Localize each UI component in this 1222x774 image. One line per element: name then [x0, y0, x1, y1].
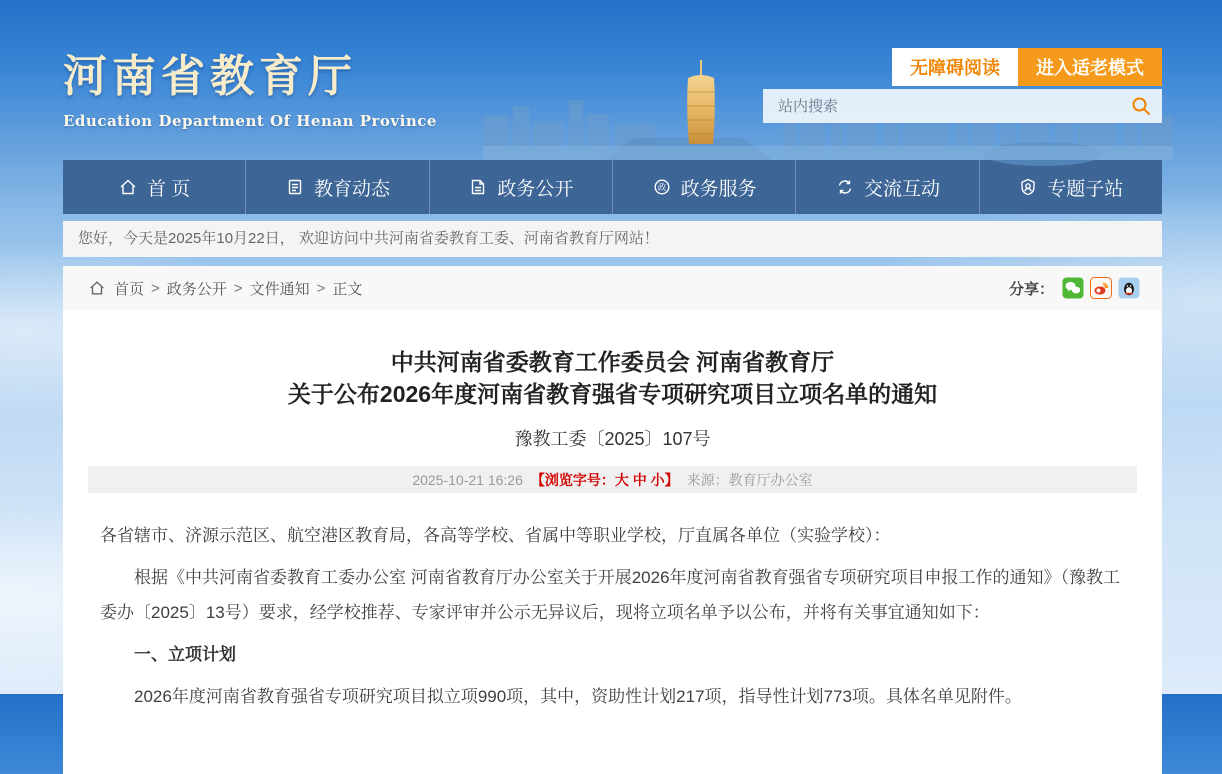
nav-item-label: 教育动态: [313, 178, 390, 200]
nav-item-label: 政务服务: [680, 178, 757, 200]
article-title-line1: 中共河南省委教育工作委员会 河南省教育厅: [390, 349, 835, 375]
welcome-notice: 您好，今天是2025年10月22日， 欢迎访问中共河南省委教育工委、河南省教育厅网站！: [63, 221, 1162, 257]
search-icon: [1130, 95, 1152, 117]
breadcrumb: [63, 266, 1162, 310]
breadcrumb-separator: >: [316, 279, 326, 297]
article-meta-bar: [88, 466, 1137, 493]
article-title-line2: 关于公布2026年度河南省教育强省专项研究项目立项名单的通知: [287, 381, 938, 407]
document-number: 豫教工委〔2025〕107号: [514, 429, 711, 449]
nav-item-home[interactable]: [63, 160, 245, 214]
service-icon: [652, 177, 672, 197]
site-search-bar: [763, 89, 1162, 123]
header-buttons: [892, 48, 1162, 86]
nav-item-education-news[interactable]: [245, 160, 428, 214]
breadcrumb-item-gov-disclosure[interactable]: 政务公开: [166, 280, 227, 298]
article-paragraph: 根据《中共河南省委教育工委办公室 河南省教育厅办公室关于开展2026年度河南省教育强省专项研究项目申报工作的通知》（豫教工委办〔2025〕13号）要求，经学校推荐、专家评审并公示无异议后，现将立项名单予以公布，并将有关事宜通知如下：: [100, 568, 1121, 622]
home-icon: [88, 279, 106, 297]
nav-item-gov-services[interactable]: [612, 160, 795, 214]
page-column: [63, 0, 1162, 774]
share-bar: [1009, 277, 1140, 299]
search-input[interactable]: [778, 98, 1130, 115]
nav-item-interaction[interactable]: [795, 160, 978, 214]
breadcrumb-item-home[interactable]: 首页: [114, 280, 145, 298]
article: [63, 310, 1162, 774]
article-body: [63, 493, 1162, 714]
article-source: 来源：教育厅办公室: [686, 471, 813, 488]
site-subtitle: Education Department Of Henan Province: [63, 112, 437, 130]
font-size-control[interactable]: 【浏览字号：大 中 小】: [530, 471, 679, 488]
share-label: 分享：: [1008, 280, 1054, 298]
elder-mode-button[interactable]: 进入适老模式: [1018, 48, 1162, 86]
nav-item-label: 专题子站: [1047, 178, 1124, 200]
home-icon: [118, 177, 138, 197]
nav-item-gov-disclosure[interactable]: [429, 160, 612, 214]
search-button[interactable]: [1130, 95, 1152, 117]
qq-icon[interactable]: [1118, 277, 1140, 299]
article-paragraph: 各省辖市、济源示范区、航空港区教育局，各高等学校、省属中等职业学校，厅直属各单位（实验学校）：: [100, 526, 891, 545]
breadcrumb-item-file-notices[interactable]: 文件通知: [249, 280, 310, 298]
interaction-icon: [835, 177, 855, 197]
article-title: [63, 310, 1162, 410]
site-title: 河南省教育厅: [63, 51, 357, 102]
article-section-heading: 一、立项计划: [134, 645, 236, 664]
news-icon: [285, 177, 305, 197]
wechat-icon[interactable]: [1062, 277, 1084, 299]
nav-item-label: 政务公开: [497, 178, 574, 200]
nav-item-label: 交流互动: [863, 178, 940, 200]
breadcrumb-separator: >: [151, 279, 160, 297]
breadcrumb-separator: >: [233, 279, 243, 297]
article-paragraph: 2026年度河南省教育强省专项研究项目拟立项990项，其中，资助性计划217项，指导性计划773项。具体名单见附件。: [134, 687, 1022, 706]
document-icon: [468, 177, 488, 197]
nav-item-label: 首 页: [147, 178, 191, 200]
accessibility-reading-button[interactable]: 无障碍阅读: [892, 48, 1018, 86]
publish-datetime: 2025-10-21 16:26: [412, 471, 523, 488]
weibo-icon[interactable]: [1090, 277, 1112, 299]
header-banner: [63, 0, 1162, 160]
svg-text:政: 政: [657, 182, 666, 192]
breadcrumb-current: 正文: [332, 280, 363, 298]
nav-item-special-subsites[interactable]: [979, 160, 1162, 214]
site-logo[interactable]: [63, 40, 437, 130]
subsite-icon: [1018, 177, 1038, 197]
main-nav: [63, 160, 1162, 214]
